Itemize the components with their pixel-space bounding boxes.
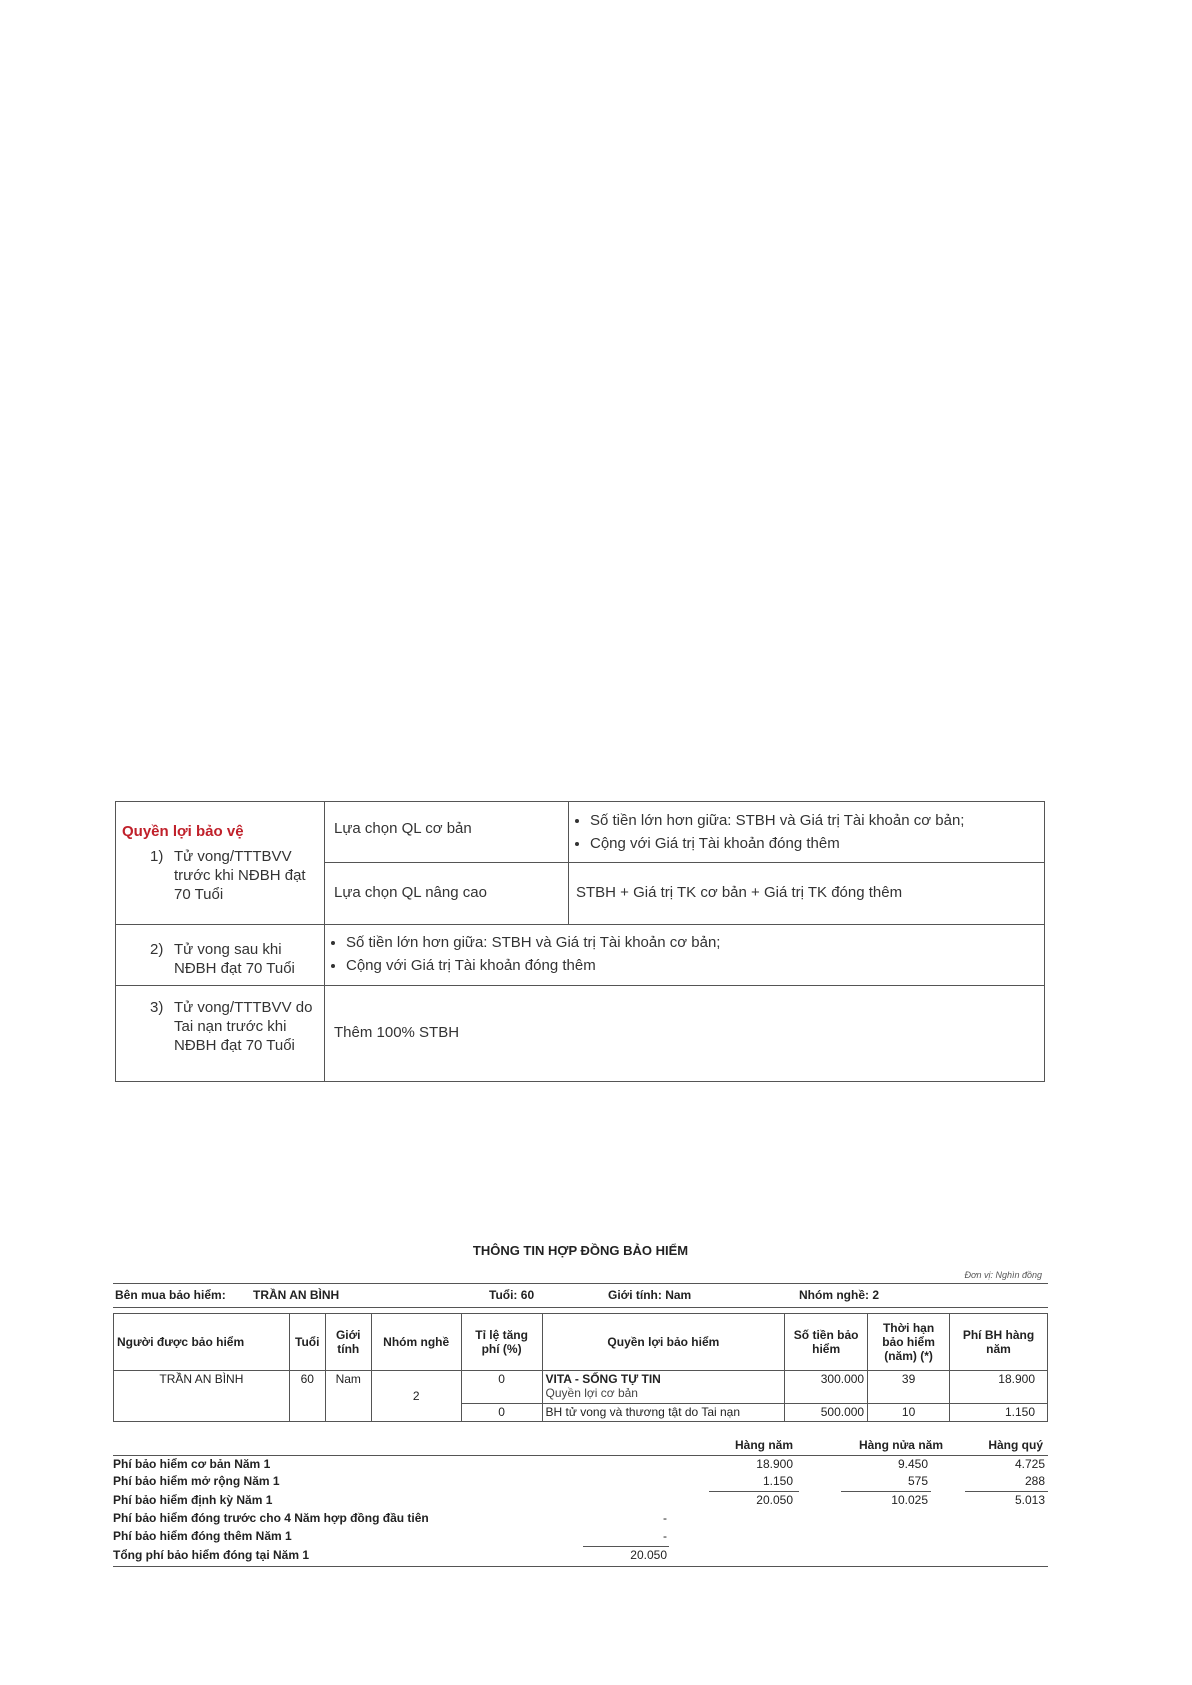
col-header: Số tiền bảo hiểm [785, 1314, 868, 1371]
buyer-age: Tuổi: 60 [489, 1288, 535, 1302]
term-cell: 39 [868, 1371, 950, 1404]
benefit-item-2 [150, 940, 320, 978]
summary-row [113, 1548, 1048, 1565]
summary-value: - [663, 1511, 667, 1525]
sum-underline [965, 1491, 1048, 1492]
col-header: Người được bảo hiểm [114, 1314, 290, 1371]
summary-value: 10.025 [891, 1493, 928, 1507]
benefit-cell [542, 1371, 785, 1404]
summary-label: Phí bảo hiểm đóng thêm Năm 1 [113, 1529, 292, 1543]
option-basic-detail [572, 811, 1042, 857]
bullet-item: • Cộng với Giá trị Tài khoản đóng thêm [346, 956, 1028, 975]
divider [113, 1455, 1048, 1456]
summary-header: Hàng quý [988, 1438, 1043, 1452]
summary-label: Phí bảo hiểm cơ bản Năm 1 [113, 1457, 271, 1471]
summary-value: 1.150 [762, 1474, 793, 1488]
sum-underline [709, 1491, 799, 1492]
summary-label: Phí bảo hiểm đóng trước cho 4 Năm hợp đồng đầu tiên [113, 1511, 429, 1525]
summary-row [113, 1457, 1048, 1474]
summary-row [113, 1511, 1048, 1528]
summary-label: Phí bảo hiểm mở rộng Năm 1 [113, 1474, 280, 1488]
divider [116, 985, 1044, 986]
summary-value: 20.050 [756, 1493, 793, 1507]
summary-value: 20.050 [630, 1548, 667, 1562]
summary-value: 288 [1024, 1474, 1045, 1488]
term-cell: 10 [868, 1404, 950, 1422]
benefit-cell: BH tử vong và thương tật do Tai nạn [542, 1404, 785, 1422]
col-header: Nhóm nghề [371, 1314, 461, 1371]
summary-value: 575 [907, 1474, 928, 1488]
sum-underline [841, 1491, 931, 1492]
summary-header: Hàng năm [734, 1438, 793, 1452]
col-header: Phí BH hàng năm [950, 1314, 1048, 1371]
col-header: Thời hạn bảo hiểm (năm) (*) [868, 1314, 950, 1371]
summary-value: 4.725 [1014, 1457, 1045, 1471]
summary-row [113, 1474, 1048, 1491]
benefit-item-number: 2) [150, 941, 164, 958]
insured-name: TRẦN AN BÌNH [114, 1371, 290, 1422]
insured-job-group: 2 [371, 1371, 461, 1422]
summary-label: Phí bảo hiểm định kỳ Năm 1 [113, 1493, 273, 1507]
option-basic-label: Lựa chọn QL cơ bản [334, 820, 472, 837]
bullet-item: • Số tiền lớn hơn giữa: STBH và Giá trị Tài khoản cơ bản; [346, 933, 1028, 952]
summary-row [113, 1529, 1048, 1546]
insured-age: 60 [289, 1371, 325, 1422]
insured-gender: Nam [325, 1371, 371, 1422]
contract-title: THÔNG TIN HỢP ĐỒNG BẢO HIỂM [472, 1243, 689, 1258]
option-advanced-label: Lựa chọn QL nâng cao [334, 884, 487, 901]
benefit-item-number: 1) [150, 848, 164, 865]
benefit-item-3 [150, 998, 320, 1055]
premium-cell: 18.900 [950, 1371, 1048, 1404]
unit-note: Đơn vị: Nghìn đồng [964, 1270, 1042, 1280]
col-header: Tỉ lệ tăng phí (%) [461, 1314, 542, 1371]
divider [116, 924, 1044, 925]
benefit-table [115, 801, 1045, 1082]
benefit-item-number: 3) [150, 999, 164, 1016]
summary-header-row [113, 1438, 1048, 1455]
benefit-item-3-detail: Thêm 100% STBH [334, 1024, 460, 1041]
benefit-item-1 [122, 847, 318, 904]
table-row [114, 1371, 1048, 1404]
summary-label: Tổng phí bảo hiểm đóng tại Năm 1 [113, 1548, 310, 1562]
summary-row [113, 1493, 1048, 1510]
divider [324, 862, 1044, 863]
summary-value: 9.450 [897, 1457, 928, 1471]
rate-cell: 0 [461, 1371, 542, 1404]
divider [324, 802, 325, 1081]
bullet-item: • Cộng với Giá trị Tài khoản đóng thêm [590, 834, 1042, 853]
buyer-job-group: Nhóm nghề: 2 [799, 1288, 879, 1302]
summary-value: - [663, 1529, 667, 1543]
summary-value: 18.900 [756, 1457, 793, 1471]
benefit-item-label: Tử vong/TTTBVV trước khi NĐBH đạt 70 Tuổi [174, 848, 306, 903]
col-header: Giới tính [325, 1314, 371, 1371]
rate-cell: 0 [461, 1404, 542, 1422]
insurance-table [113, 1313, 1048, 1422]
product-name: VITA - SỐNG TỰ TIN [545, 1372, 661, 1386]
product-sub: Quyền lợi cơ bản [545, 1386, 638, 1400]
divider [113, 1566, 1048, 1567]
sum-cell: 500.000 [785, 1404, 868, 1422]
summary-header: Hàng nửa năm [858, 1438, 943, 1452]
col-header: Tuổi [289, 1314, 325, 1371]
bullet-item: • Số tiền lớn hơn giữa: STBH và Giá trị Tài khoản cơ bản; [590, 811, 1042, 830]
buyer-name: TRẦN AN BÌNH [253, 1288, 340, 1302]
buyer-gender: Giới tính: Nam [608, 1288, 692, 1302]
option-advanced-detail: STBH + Giá trị TK cơ bản + Giá trị TK đóng thêm [576, 884, 903, 901]
summary-value: 5.013 [1014, 1493, 1045, 1507]
buyer-row [113, 1283, 1048, 1308]
benefit-section-cell [122, 822, 318, 904]
sum-cell: 300.000 [785, 1371, 868, 1404]
col-header: Quyền lợi bảo hiểm [542, 1314, 785, 1371]
benefit-item-label: Tử vong/TTTBVV do Tai nạn trước khi NĐBH đạt 70 Tuổi [174, 999, 313, 1054]
benefit-item-2-detail [328, 933, 1028, 979]
buyer-label: Bên mua bảo hiểm: [115, 1288, 226, 1302]
divider [568, 802, 569, 924]
benefit-section-title: Quyền lợi bảo vệ [122, 823, 244, 840]
benefit-item-label: Tử vong sau khi NĐBH đạt 70 Tuổi [174, 941, 295, 977]
sum-underline [583, 1546, 669, 1547]
premium-cell: 1.150 [950, 1404, 1048, 1422]
